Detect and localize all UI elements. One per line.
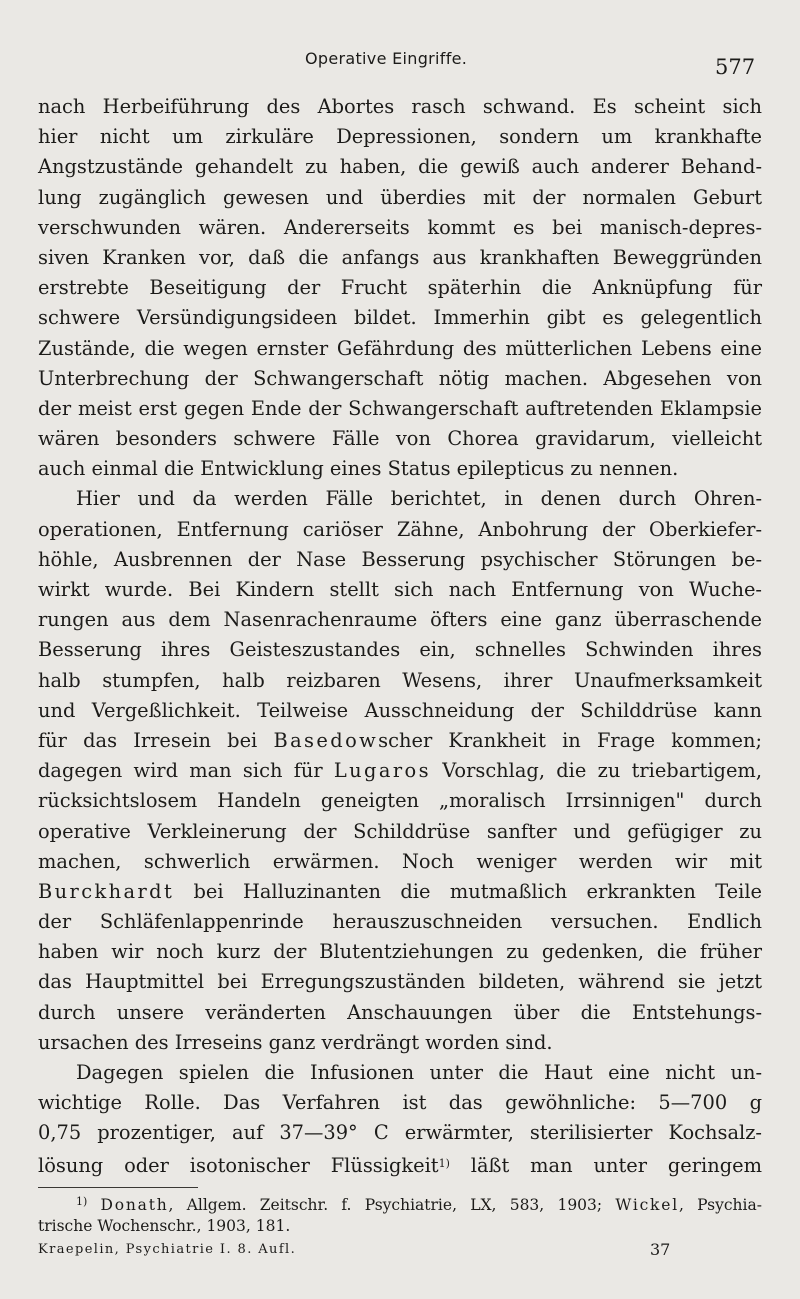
- text-line: hier nicht um zirkuläre Depressionen, sondern um krankhafte: [38, 125, 762, 149]
- sheet-number: 37: [650, 1240, 671, 1259]
- footnote-line: trische Wochenschr., 1903, 181.: [38, 1217, 291, 1235]
- text-line: höhle, Ausbrennen der Nase Besserung psychischer Störungen be-: [38, 547, 762, 571]
- text-line: verschwunden wären. Andererseits kommt es bei manisch-depres-: [38, 215, 762, 239]
- person-name: Basedow: [273, 728, 379, 752]
- text-line: [38, 1149, 762, 1179]
- text-fragment: scher Krankheit in Frage kommen;: [378, 728, 762, 752]
- text-line: erstrebte Beseitigung der Frucht späterhin die Anknüpfung für: [38, 276, 762, 300]
- paragraph-start-line: Hier und da werden Fälle berichtet, in denen durch Ohren-: [76, 487, 762, 511]
- text-line: Angstzustände gehandelt zu haben, die gewiß auch anderer Behand-: [38, 155, 762, 179]
- text-fragment: bei Halluzinanten die mutmaßlich erkrankten Teile: [174, 879, 762, 903]
- text-line: das Hauptmittel bei Erregungszuständen bildeten, während sie jetzt: [38, 970, 762, 994]
- text-line: [38, 756, 762, 786]
- text-line: [38, 877, 762, 907]
- text-fragment: Vorschlag, die zu triebartigem,: [430, 759, 762, 783]
- footnote: [38, 1190, 762, 1238]
- text-line: operative Verkleinerung der Schilddrüse sanfter und gefügiger zu: [38, 819, 762, 843]
- person-name: Lugaros: [333, 759, 431, 783]
- footnote-reference: 1): [438, 1156, 450, 1170]
- text-line: der meist erst gegen Ende der Schwangerschaft auftretenden Eklampsie: [38, 396, 762, 420]
- text-line: wirkt wurde. Bei Kindern stellt sich nach Entfernung von Wuche-: [38, 578, 762, 601]
- paragraph-end-line: ursachen des Irreseins ganz verdrängt worden sind.: [38, 1030, 553, 1054]
- text-line: 0,75 prozentiger, auf 37—39° C erwärmter, sterilisierter Kochsalz-: [38, 1121, 762, 1145]
- text-line: lung zugänglich gewesen und überdies mit der normalen Geburt: [38, 185, 762, 209]
- running-head-title: Operative Eingriffe.: [305, 49, 468, 68]
- text-line: [38, 726, 762, 756]
- footnote-text: , Allgem. Zeitschr. f. Psychiatrie, LX, 583, 1903;: [168, 1196, 616, 1214]
- text-line: rücksichtslosem Handeln geneigten „moralisch Irrsinnigen" durch: [38, 789, 762, 813]
- text-line: haben wir noch kurz der Blutentziehungen zu gedenken, die früher: [38, 940, 762, 964]
- text-line: machen, schwerlich erwärmen. Noch weniger werden wir mit: [38, 849, 762, 873]
- text-line: und Vergeßlichkeit. Teilweise Ausschneidung der Schilddrüse kann: [38, 698, 762, 722]
- text-line: schwere Versündigungsideen bildet. Immerhin gibt es gelegentlich: [38, 306, 762, 330]
- running-head: [0, 49, 800, 79]
- footnote-mark: 1): [76, 1195, 88, 1208]
- text-fragment: dagegen wird man sich für: [38, 759, 334, 783]
- text-line: wichtige Rolle. Das Verfahren ist das gewöhnliche: 5—700 g: [38, 1091, 762, 1115]
- text-line: siven Kranken vor, daß die anfangs aus krankhaften Beweggründen: [38, 245, 762, 269]
- footnote-line: [38, 1190, 762, 1214]
- person-name: Burckhardt: [38, 879, 175, 903]
- text-line: durch unsere veränderten Anschauungen über die Entstehungs-: [38, 1000, 762, 1024]
- page-number: 577: [715, 55, 756, 79]
- text-fragment: lösung oder isotonischer Flüssigkeit: [38, 1153, 439, 1177]
- text-line: der Schläfenlappenrinde herauszuschneiden versuchen. Endlich: [38, 910, 762, 934]
- text-line: Zustände, die wegen ernster Gefährdung des mütterlichen Lebens eine: [38, 336, 762, 360]
- text-fragment: für das Irresein bei: [38, 728, 274, 752]
- footnote-divider: [38, 1187, 198, 1188]
- text-line: Besserung ihres Geisteszustandes ein, schnelles Schwinden ihres: [38, 638, 762, 662]
- text-line: wären besonders schwere Fälle von Chorea gravidarum, vielleicht: [38, 427, 762, 451]
- text-line: nach Herbeiführung des Abortes rasch schwand. Es scheint sich: [38, 95, 762, 118]
- printer-signature: Kraepelin, Psychiatrie I. 8. Aufl.: [38, 1242, 297, 1257]
- footnote-author: Donath: [100, 1196, 169, 1214]
- text-line: Unterbrechung der Schwangerschaft nötig machen. Abgesehen von: [38, 366, 762, 390]
- footnote-text: , Psychia-: [678, 1196, 762, 1214]
- body-text: [38, 92, 762, 1179]
- text-line: operationen, Entfernung cariöser Zähne, Anbohrung der Oberkiefer-: [38, 517, 762, 541]
- footnote-author: Wickel: [615, 1196, 679, 1214]
- paragraph-end-line: auch einmal die Entwicklung eines Status epilepticus zu nennen.: [38, 457, 679, 481]
- text-line: rungen aus dem Nasenrachenraume öfters eine ganz überraschende: [38, 608, 762, 632]
- text-line: halb stumpfen, halb reizbaren Wesens, ihrer Unaufmerksamkeit: [38, 668, 762, 692]
- paragraph-start-line: Dagegen spielen die Infusionen unter die Haut eine nicht un-: [76, 1061, 762, 1084]
- text-fragment: läßt man unter geringem: [449, 1153, 763, 1177]
